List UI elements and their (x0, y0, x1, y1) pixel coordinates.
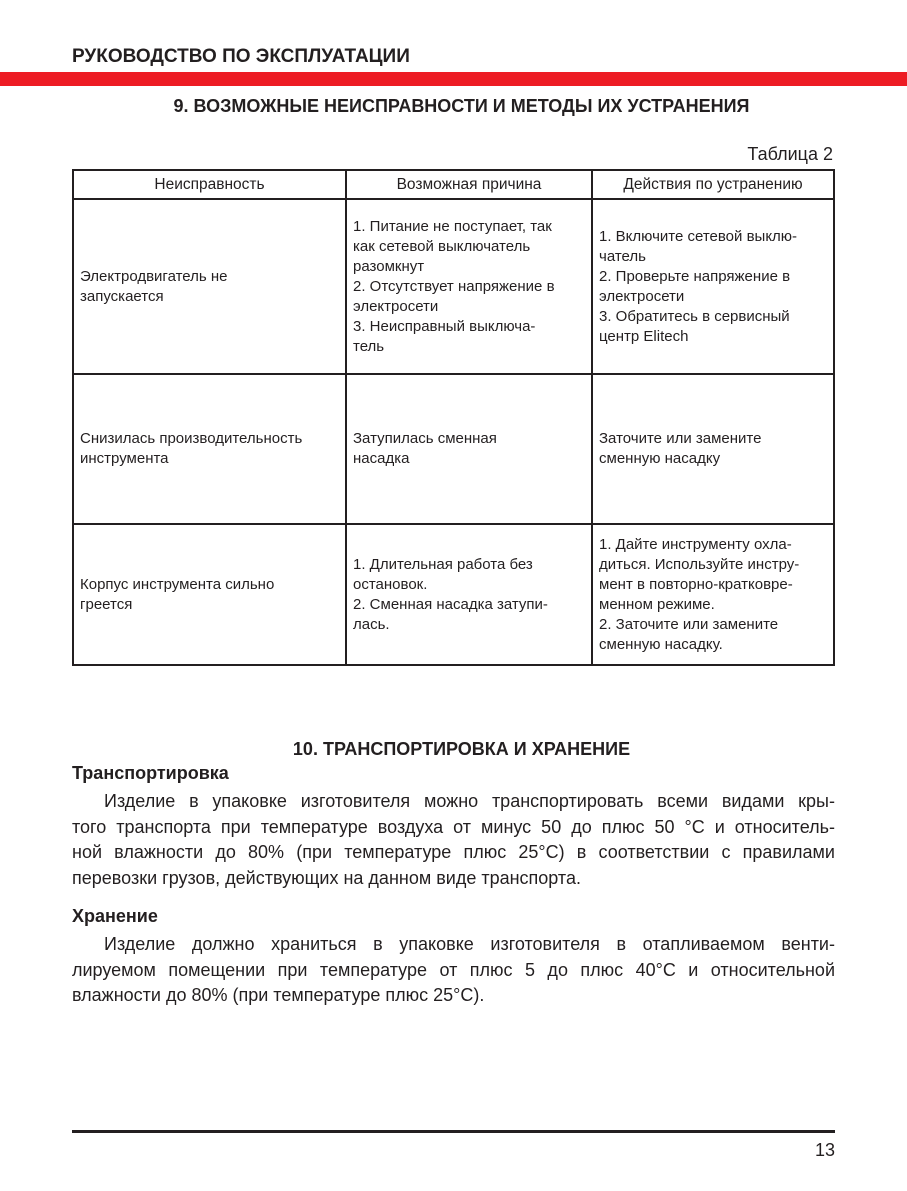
cell-text: сменную насадку (599, 450, 721, 467)
header-accent-band (0, 72, 907, 86)
cell-text: тель (353, 337, 385, 355)
cell-text: менном режиме. (599, 595, 715, 613)
cell-text: 2. Сменная насадка затупи- (353, 595, 548, 613)
cell-text: запускается (80, 287, 164, 305)
cell-text: греется (80, 595, 133, 613)
cause-cell (346, 374, 592, 524)
cell-text: лась. (353, 615, 390, 633)
transport-paragraph (72, 789, 835, 891)
column-header-cause: Возможная причина (346, 170, 592, 199)
running-header-title: РУКОВОДСТВО ПО ЭКСПЛУАТАЦИИ (72, 46, 410, 67)
table-header-row (73, 170, 834, 199)
cell-text: 3. Обратитесь в сервисный (599, 307, 790, 325)
cell-text: Заточите или замените (599, 430, 762, 447)
cell-text: электросети (599, 287, 685, 305)
section-9-title: 9. ВОЗМОЖНЫЕ НЕИСПРАВНОСТИ И МЕТОДЫ ИХ УСТРАНЕНИЯ (173, 96, 750, 116)
paragraph-line: влажности до 80% (при температуре плюс 25°С). (72, 985, 485, 1005)
cell-text: 1. Дайте инструменту охла- (599, 535, 792, 553)
cell-text: Корпус инструмента сильно (80, 575, 275, 593)
footer-rule (72, 1130, 835, 1133)
table-row (73, 199, 834, 374)
cell-text: разомкнут (353, 257, 425, 275)
cell-text: 2. Заточите или замените (599, 615, 779, 633)
cell-text: центр Elitech (599, 327, 689, 345)
cell-text: 1. Длительная работа без (353, 555, 533, 573)
cause-cell (346, 199, 592, 374)
cell-text: остановок. (353, 575, 428, 593)
column-header-fault: Неисправность (73, 170, 346, 199)
section-10-title: 10. ТРАНСПОРТИРОВКА И ХРАНЕНИЕ (292, 739, 631, 759)
cell-text: Электродвигатель не (80, 267, 228, 285)
cell-text: Снизилась производительность (80, 430, 303, 447)
troubleshooting-table (72, 169, 835, 666)
cell-text: 2. Проверьте напряжение в (599, 267, 791, 285)
cell-text: мент в повторно-кратковре- (599, 575, 793, 593)
cell-text: 1. Включите сетевой выклю- (599, 227, 798, 245)
fault-cell (73, 199, 346, 374)
cell-text: инструмента (80, 450, 169, 467)
table-row (73, 524, 834, 665)
cell-text: диться. Используйте инстру- (599, 555, 800, 573)
cell-text: 2. Отсутствует напряжение в (353, 277, 555, 295)
storage-paragraph (72, 932, 835, 1009)
action-cell (592, 199, 834, 374)
action-cell (592, 524, 834, 665)
cell-text: насадка (353, 450, 410, 467)
paragraph-line: перевозки грузов, действующих на данном виде транспорта. (72, 867, 581, 888)
transport-heading: Транспортировка (72, 763, 229, 783)
fault-cell (73, 374, 346, 524)
cell-text: 3. Неисправный выключа- (353, 317, 536, 335)
fault-cell (73, 524, 346, 665)
cell-text: электросети (353, 297, 439, 315)
page-number: 13 (814, 1140, 835, 1160)
paragraph-line: лируемом помещении при температуре от плюс 5 до плюс 40°С и относительной (72, 959, 835, 980)
cell-text: сменную насадку. (599, 635, 723, 653)
storage-heading: Хранение (72, 906, 158, 926)
paragraph-line: Изделие в упаковке изготовителя можно транспортировать всеми видами кры- (104, 791, 835, 811)
cell-text: как сетевой выключатель (353, 237, 531, 255)
cell-text: Затупилась сменная (353, 430, 497, 447)
table-caption: Таблица 2 (747, 144, 833, 164)
action-cell (592, 374, 834, 524)
cause-cell (346, 524, 592, 665)
cell-text: 1. Питание не поступает, так (353, 217, 552, 235)
paragraph-line: Изделие должно храниться в упаковке изготовителя в отапливаемом венти- (104, 934, 835, 954)
table-row (73, 374, 834, 524)
cell-text: чатель (599, 247, 646, 265)
paragraph-line: ной влажности до 80% (при температуре плюс 25°С) в соответствии с правилами (72, 842, 835, 862)
column-header-action: Действия по устранению (592, 170, 834, 199)
paragraph-line: того транспорта при температуре воздуха от минус 50 до плюс 50 °С и относитель- (72, 816, 835, 837)
